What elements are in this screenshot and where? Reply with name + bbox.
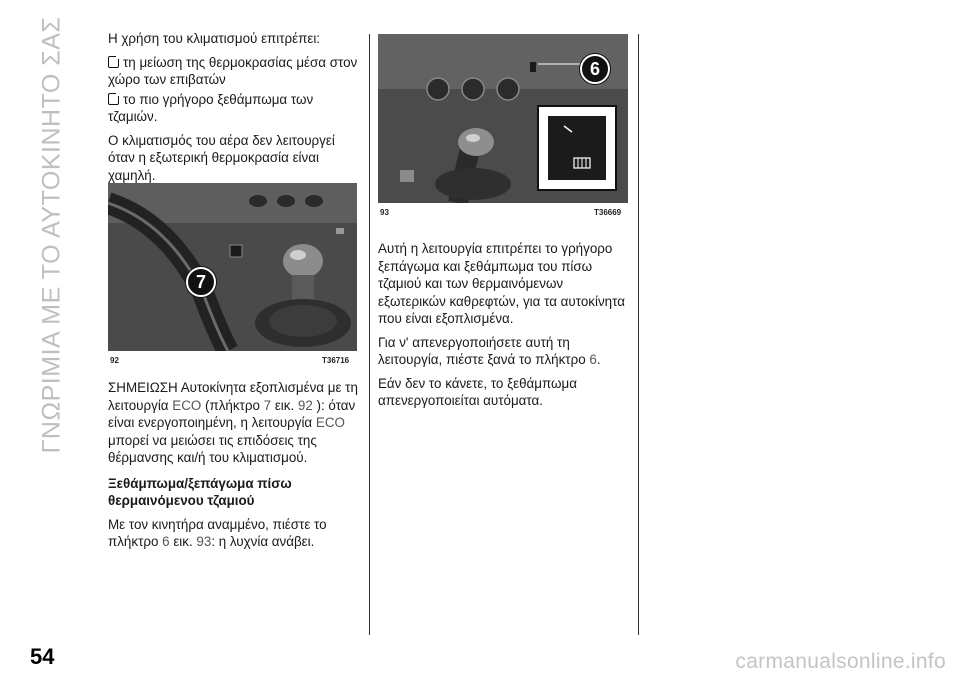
intro-text: Η χρήση του κλιματισμού επιτρέπει: bbox=[108, 31, 321, 46]
callout-7-badge: 7 bbox=[186, 267, 216, 297]
bullet-item: τη μείωση της θερμοκρασίας μέσα στον χώρο των επιβατών bbox=[108, 54, 358, 87]
figure-93-number: 93 bbox=[380, 208, 389, 217]
figure-92-number: 92 bbox=[110, 356, 119, 365]
dashboard-gear-lever-illustration bbox=[108, 183, 357, 351]
page-number: 54 bbox=[30, 644, 55, 669]
column-divider-right bbox=[638, 34, 639, 635]
side-section-title: ΓΝΩΡΙΜΙΑ ΜΕ ΤΟ ΑΥΤΟΚΙΝΗΤΟ ΣΑΣ bbox=[37, 16, 66, 454]
section-heading: Ξεθάμπωμα/ξεπάγωμα πίσω θερμαινόμενου τζαμιού bbox=[108, 475, 292, 508]
watermark-text: carmanualsonline.info bbox=[735, 650, 946, 673]
ac-paragraph: Ο κλιματισμός του αέρα δεν λειτουργεί όταν η εξωτερική θερμοκρασία είναι χαμηλή. bbox=[108, 132, 335, 183]
auto-off-paragraph: Εάν δεν το κάνετε, το ξεθάμπωμα απενεργοποιείται αυτόματα. bbox=[378, 375, 577, 408]
left-column-lower bbox=[108, 379, 358, 557]
checkbox-bullet-icon bbox=[108, 93, 119, 105]
left-column bbox=[108, 30, 358, 190]
defrost-paragraph: Με τον κινητήρα αναμμένο, πιέστε το πλήκτρο 6 εικ. 93: η λυχνία ανάβει. bbox=[108, 516, 327, 549]
column-divider bbox=[369, 34, 370, 635]
figure-92-code: T36716 bbox=[322, 356, 350, 365]
checkbox-bullet-icon bbox=[108, 56, 119, 68]
eco-note: ΣΗΜΕΙΩΣΗ Αυτοκίνητα εξοπλισμένα με τη λειτουργία ECO (πλήκτρο 7 εικ. 92 ): όταν είναι ενεργοποιημένη, η λειτουργία ECO μπορεί να μειώσει τις επιδόσεις της θέρμανσης και/ή του κλιματισμού. bbox=[108, 380, 358, 465]
figure-92-image bbox=[108, 183, 357, 351]
right-column bbox=[378, 240, 630, 416]
figure-93-image bbox=[378, 34, 628, 203]
callout-6-badge: 6 bbox=[580, 54, 610, 84]
figure-93-code: T36669 bbox=[594, 208, 622, 217]
bullet-item: το πιο γρήγορο ξεθάμπωμα των τζαμιών. bbox=[108, 91, 314, 124]
defrost-description: Αυτή η λειτουργία επιτρέπει το γρήγορο ξεπάγωμα και ξεθάμπωμα του πίσω τζαμιού και των θερμαινόμενων εξωτερικών καθρεφτών, για τα αυτοκίνητα που είναι εξοπλισμένα. bbox=[378, 241, 625, 326]
deactivate-paragraph: Για ν' απενεργοποιήσετε αυτή τη λειτουργία, πιέστε ξανά το πλήκτρο 6. bbox=[378, 334, 601, 367]
